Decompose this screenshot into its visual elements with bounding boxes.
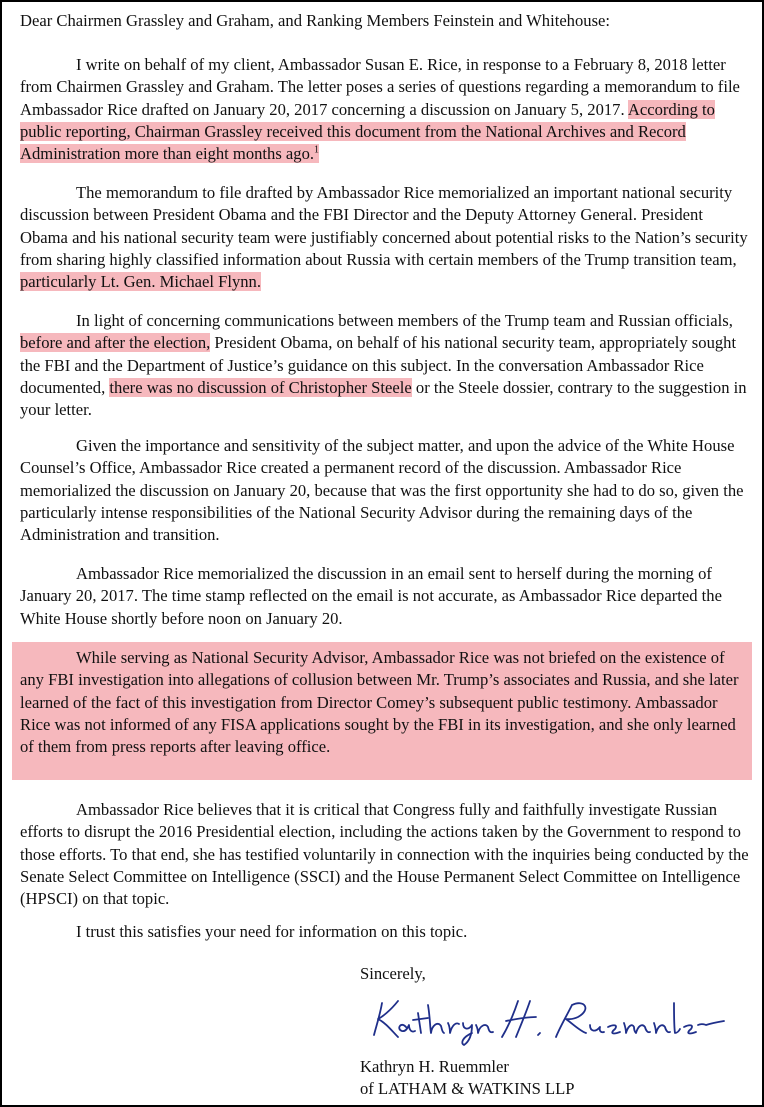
paragraph-7-text: Ambassador Rice believes that it is critical that Congress fully and faithfully investigate Russian efforts to disrupt the 2016 Presidential election, including the actions taken by the Government to respond to those efforts. To that end, she has testified voluntarily in connection with the inquiries being conducted by the Senate Select Committee on Intelligence (SSCI) and the House Permanent Select Committee on Intelligence (HPSCI) on that topic.	[20, 800, 749, 909]
paragraph-7	[20, 799, 750, 910]
paragraph-5-text: Ambassador Rice memorialized the discussion in an email sent to herself during the morning of January 20, 2017. The time stamp reflected on the email is not accurate, as Ambassador Rice departed the White House shortly before noon on January 20.	[20, 564, 722, 628]
closing: Sincerely,	[360, 964, 426, 983]
paragraph-4-text: Given the importance and sensitivity of the subject matter, and upon the advice of the White House Counsel’s Office, Ambassador Rice created a permanent record of the discussion. Ambassador Rice memorialized the discussion on January 20, because that was the first opportunity she had to do so, given the particularly intense responsibilities of the National Security Advisor during the remaining days of the Administration and transition.	[20, 436, 744, 545]
signature-image	[368, 987, 728, 1047]
signer-firm: of LATHAM & WATKINS LLP	[360, 1079, 575, 1098]
paragraph-1-highlight: According to public reporting, Chairman Grassley received this document from the National Archives and Record Administration more than eight months ago.$^1$	[20, 99, 715, 164]
paragraph-3-highlight-b: there was no discussion of Christopher Steele	[109, 377, 412, 397]
paragraph-2	[20, 182, 750, 293]
paragraph-3	[20, 310, 750, 421]
paragraph-6	[20, 647, 750, 758]
paragraph-1-text: I write on behalf of my client, Ambassador Susan E. Rice, in response to a February 8, 2018 letter from Chairmen Grassley and Graham. The letter poses a series of questions regarding a memorandum to file Ambassador Rice drafted on January 20, 2017 concerning a discussion on January 5, 2017.	[20, 55, 740, 119]
paragraph-6-text: While serving as National Security Advisor, Ambassador Rice was not briefed on the existence of any FBI investigation into allegations of collusion between Mr. Trump’s associates and Russia, and she later learned of the fact of this investigation from Director Comey’s subsequent public testimony. Ambassador Rice was not informed of any FISA applications sought by the FBI in its investigation, and she only learned of them from press reports after leaving office.	[20, 648, 739, 757]
paragraph-3-highlight-a: before and after the election,	[20, 333, 211, 353]
paragraph-1	[20, 54, 750, 165]
paragraph-5	[20, 563, 750, 630]
footnote-marker: 1	[314, 144, 320, 156]
salutation: Dear Chairmen Grassley and Graham, and Ranking Members Feinstein and Whitehouse:	[20, 11, 611, 30]
signer-name: Kathryn H. Ruemmler	[360, 1057, 509, 1076]
paragraph-2-highlight: particularly Lt. Gen. Michael Flynn.	[20, 272, 262, 292]
paragraph-8	[20, 921, 750, 943]
paragraph-8-text: I trust this satisfies your need for information on this topic.	[76, 922, 468, 941]
paragraph-2-text: The memorandum to file drafted by Ambassador Rice memorialized an important national security discussion between President Obama and the FBI Director and the Deputy Attorney General. President Obama and his national security team were justifiably concerned about potential risks to the Nation’s security from sharing highly classified information about Russia with certain members of the Trump transition team,	[20, 183, 748, 269]
paragraph-4	[20, 435, 750, 546]
paragraph-3-text-c: or the Steele dossier, contrary to the suggestion in your letter.	[20, 377, 747, 420]
paragraph-3-text-a: In light of concerning communications between members of the Trump team and Russian officials,	[76, 311, 733, 330]
paragraph-3-text-b: President Obama, on behalf of his national security team, appropriately sought the FBI and the Department of Justice’s guidance on this subject. In the conversation Ambassador Rice documented,	[20, 333, 737, 397]
